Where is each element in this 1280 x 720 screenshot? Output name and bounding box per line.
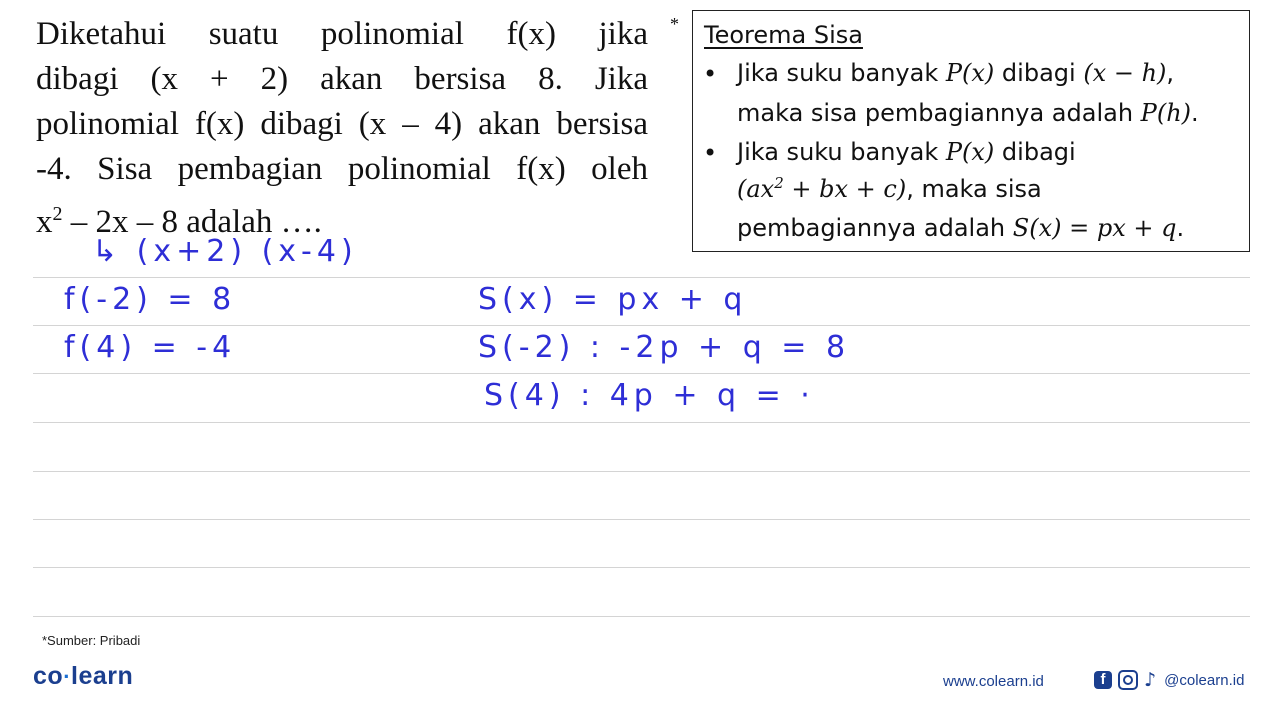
problem-line: -4. Sisa pembagian polinomial f(x) oleh (36, 151, 648, 187)
handwritten-s-4: S(4) : 4p + q = · (484, 378, 815, 413)
problem-line: dibagi (x + 2) akan bersisa 8. Jika (36, 61, 648, 97)
ruled-line (33, 422, 1250, 423)
ruled-line (33, 471, 1250, 472)
ruled-line (33, 519, 1250, 520)
polynomial-exponent: 2 (52, 203, 63, 225)
ruled-line (33, 277, 1250, 278)
footnote-asterisk: * (670, 14, 679, 34)
handwritten-factorization: ↳ (x+2) (x-4) (92, 234, 358, 269)
source-note: *Sumber: Pribadi (42, 633, 141, 648)
problem-line: Diketahui suatu polinomial f(x) jika (36, 16, 648, 52)
website-link[interactable]: www.colearn.id (943, 673, 1044, 690)
theorem-title: Teorema Sisa (704, 21, 863, 49)
theorem-box (692, 10, 1250, 252)
theorem-bullet-1-line-2: maka sisa pembagiannya adalah P(h). (737, 99, 1199, 127)
handwritten-f-neg2: f(-2) = 8 (64, 282, 237, 317)
theorem-bullet-2-line-1: Jika suku banyak P(x) dibagi (737, 138, 1076, 166)
ruled-line (33, 325, 1250, 326)
polynomial-rest: – 2x – 8 adalah …. (62, 204, 322, 240)
handwritten-f-4: f(4) = -4 (64, 330, 237, 365)
theorem-bullet-2-line-2: ($ax^2$ + bx + c), maka sisa (737, 174, 1042, 203)
bullet-icon: • (703, 139, 718, 167)
tiktok-icon[interactable]: ♪ (1144, 669, 1157, 691)
theorem-bullet-1-line-1: Jika suku banyak P(x) dibagi (x − h), (737, 59, 1175, 87)
handwritten-s-x: S(x) = px + q (478, 282, 748, 317)
colearn-logo: co·learn (33, 662, 134, 690)
social-links (1094, 669, 1244, 691)
ruled-line (33, 567, 1250, 568)
problem-line: polinomial f(x) dibagi (x – 4) akan bersisa (36, 106, 648, 142)
bullet-icon: • (703, 60, 718, 88)
social-handle: @colearn.id (1164, 671, 1245, 689)
ruled-line (33, 616, 1250, 617)
facebook-icon[interactable]: f (1094, 671, 1112, 689)
handwritten-s-neg2: S(-2) : -2p + q = 8 (478, 330, 851, 365)
instagram-icon[interactable] (1118, 670, 1138, 690)
problem-statement (36, 12, 648, 245)
theorem-bullet-2-line-3: pembagiannya adalah S(x) = px + q. (737, 214, 1185, 242)
ruled-line (33, 373, 1250, 374)
polynomial-base: x (36, 204, 53, 240)
